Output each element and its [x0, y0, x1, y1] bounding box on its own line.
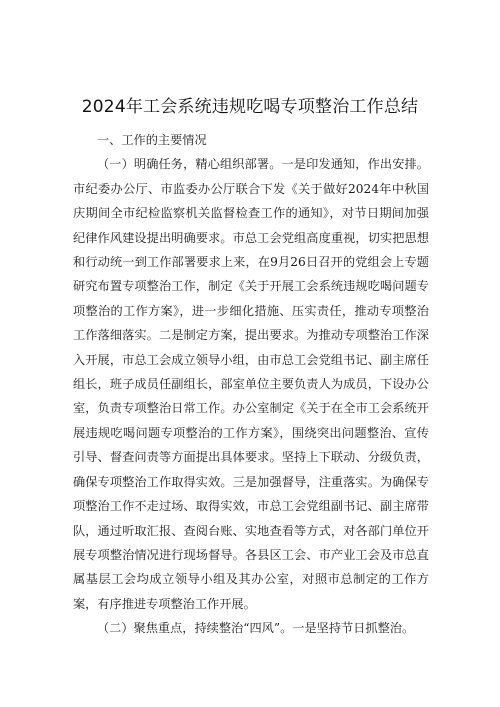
document-title: 2024年工会系统违规吃喝专项整治工作总结 — [81, 97, 419, 117]
paragraph-1: （一）明确任务，精心组织部署。一是印发通知，作出安排。市纪委办公厅、市监委办公厅联合下发《关于做好2024年中秋国庆期间全市纪检监察机关监督检查工作的通知》，对节日期间加强纪律作风建设提出明确要求。市总工会党组高度重视，切实把思想和行动统一到工作部署要求上来，在9月26日召开的党组会上专题研究布置专项整治工作，制定《关于开展工会系统违规吃喝问题专项整治的工作方案》，进一步细化措施、压实责任，推动专项整治工作落细落实。二是制定方案，提出要求。为推动专项整治工作深入开展，市总工会成立领导小组，由市总工会党组书记、副主席任组长，班子成员任副组长，部室单位主要负责人为成员，下设办公室，负责专项整治日常工作。办公室制定《关于在全市工会系统开展违规吃喝问题专项整治的工作方案》，围绕突出问题整治、宣传引导、督查问责等方面提出具体要求。坚持上下联动、分级负责，确保专项整治工作取得实效。三是加强督导，注重落实。为确保专项整治工作不走过场、取得实效，市总工会党组副书记、副主席带队，通过听取汇报、查阅台账、实地查看等方式，对各部门单位开展专项整治情况进行现场督导。各县区工会、市产业工会及市总直属基层工会均成立领导小组及其办公室，对照市总制定的工作方案，有序推进专项整治工作开展。 — [73, 157, 429, 611]
paragraph-2: （二）聚焦重点，持续整治“四风”。一是坚持节日抓整治。 — [97, 621, 415, 636]
document-body — [73, 128, 429, 641]
section-heading: 一、工作的主要情况 — [97, 133, 207, 147]
